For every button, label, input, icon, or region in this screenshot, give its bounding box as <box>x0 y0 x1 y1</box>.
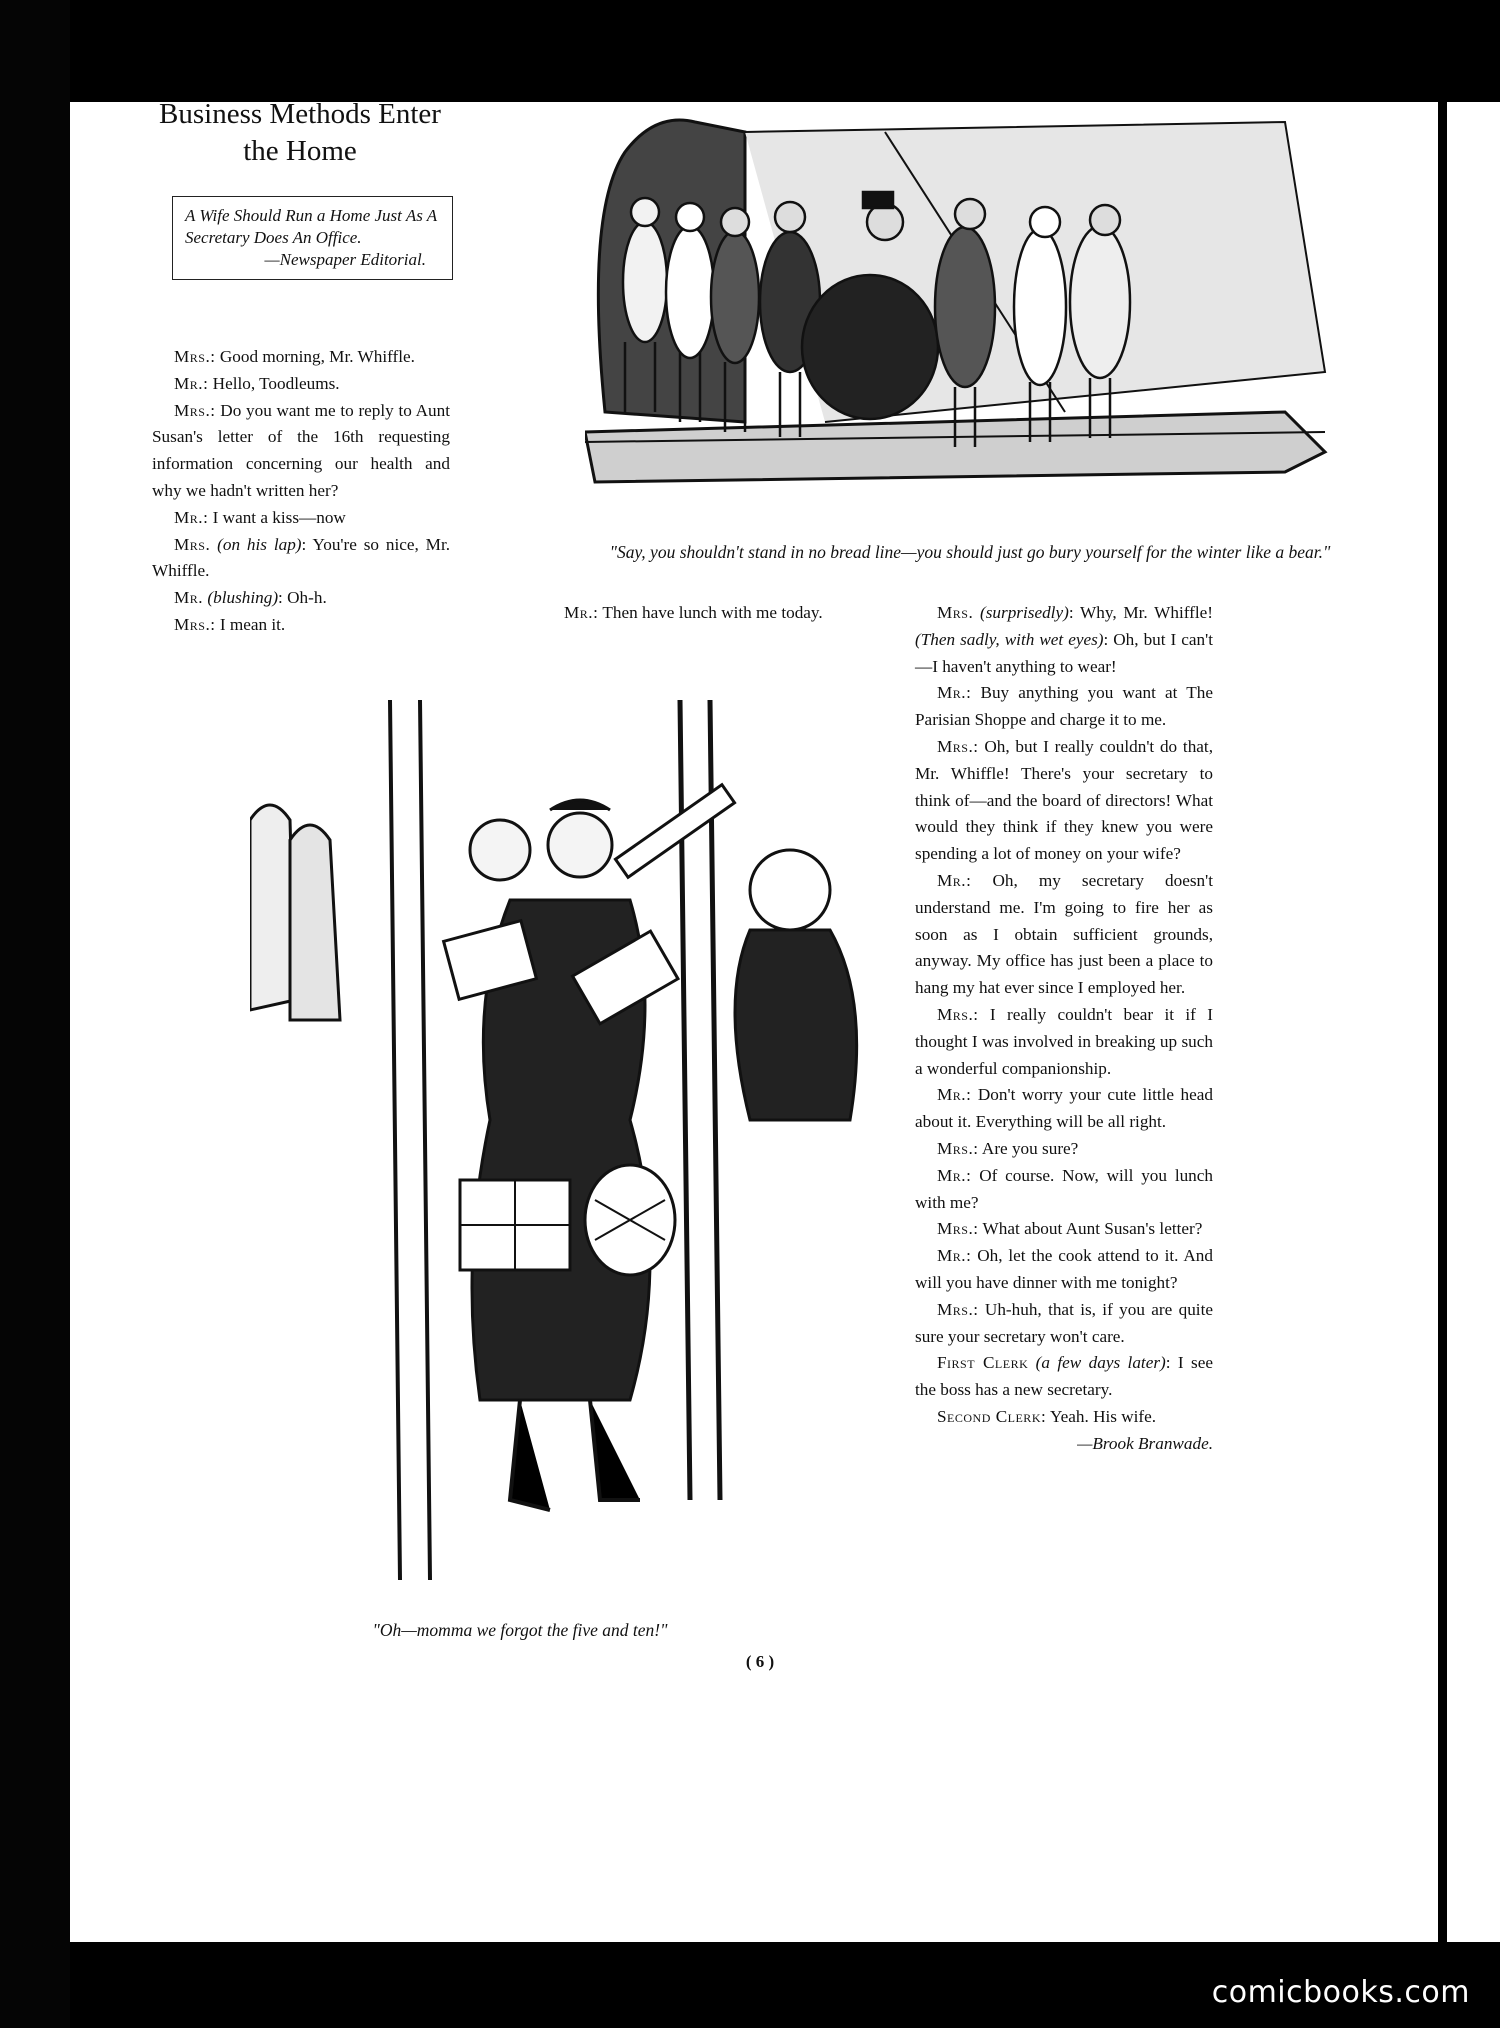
dialogue-line: Mr.: I want a kiss—now <box>174 507 346 527</box>
dialogue-line: Mr.: Of course. Now, will you lunch with me? <box>915 1165 1214 1212</box>
door-frame-left <box>390 700 430 1580</box>
dialogue-line: First Clerk (a few days later): I see the boss has a new secretary. <box>915 1353 1213 1400</box>
epigraph-source: —Newspaper Editorial. <box>264 250 426 269</box>
dialogue-line: Mrs. (surprisedly): Why, Mr. Whiffle! (Then sadly, with wet eyes): Oh, but I can't—I haven't anything to wear! <box>915 603 1214 676</box>
dialogue-line: Mr.: Buy anything you want at The Parisian Shoppe and charge it to me. <box>915 683 1213 730</box>
dialogue-line: Mrs.: What about Aunt Susan's letter? <box>937 1219 1203 1239</box>
bottom-cartoon-caption: "Oh—momma we forgot the five and ten!" <box>372 1620 668 1640</box>
dialogue-line: Mr.: Hello, Toodleums. <box>174 373 340 393</box>
dialogue-line: Mr. (blushing): Oh-h. <box>174 588 327 608</box>
watermark: comicbooks.com <box>1211 1975 1470 2010</box>
article-title: Business Methods Enter the Home <box>159 98 441 167</box>
dialogue-line: Mrs.: Good morning, Mr. Whiffle. <box>174 347 415 366</box>
bread-line-cartoon <box>585 92 1340 512</box>
author-signature: —Brook Branwade. <box>1077 1433 1213 1453</box>
dialogue-line: Mr.: Oh, let the cook attend to it. And will you have dinner with me tonight? <box>915 1246 1213 1292</box>
dialogue-line: Mrs.: I really couldn't bear it if I thought I was involved in breaking up such a wonderful companionship. <box>915 1004 1213 1078</box>
page-number: ( 6 ) <box>745 1652 775 1671</box>
dialogue-column-1 <box>152 344 450 639</box>
dialogue-line: Second Clerk: Yeah. His wife. <box>937 1406 1157 1426</box>
dialogue-line: Mrs. (on his lap): You're so nice, Mr. Whiffle. <box>152 534 451 581</box>
dialogue-line: Mr.: Oh, my secretary doesn't understand me. I'm going to fire her as soon as I obtain sufficient grounds, anyway. My office has just been a place to hang my hat ever since I employed her. <box>915 870 1213 998</box>
dialogue-column-2 <box>542 600 823 627</box>
dialogue-column-3 <box>915 600 1213 1458</box>
dialogue-line: Mrs.: Do you want me to reply to Aunt Susan's letter of the 16th requesting information concerning our health and why we hadn't written her? <box>152 400 450 500</box>
shopper-cartoon <box>250 700 870 1580</box>
dialogue-line: Mrs.: Are you sure? <box>937 1138 1079 1158</box>
dialogue-line: Mrs.: Oh, but I really couldn't do that, Mr. Whiffle! There's your secretary to think of—and the board of directors! What would they think if they knew you were spending a lot of money on your wife? <box>915 736 1213 864</box>
epigraph-text: A Wife Should Run a Home Just As A Secretary Does An Office. <box>185 206 437 247</box>
dialogue-line: Mr.: Then have lunch with me today. <box>564 603 823 622</box>
top-cartoon-caption: "Say, you shouldn't stand in no bread line—you should just go bury yourself for the winter like a bear." <box>609 542 1331 562</box>
dialogue-line: Mrs.: Uh-huh, that is, if you are quite sure your secretary won't care. <box>915 1299 1213 1346</box>
men-in-line <box>623 192 1130 447</box>
dialogue-line: Mr.: Don't worry your cute little head about it. Everything will be all right. <box>915 1085 1214 1132</box>
epigraph-box <box>172 196 453 280</box>
dialogue-line: Mrs.: I mean it. <box>174 614 286 634</box>
